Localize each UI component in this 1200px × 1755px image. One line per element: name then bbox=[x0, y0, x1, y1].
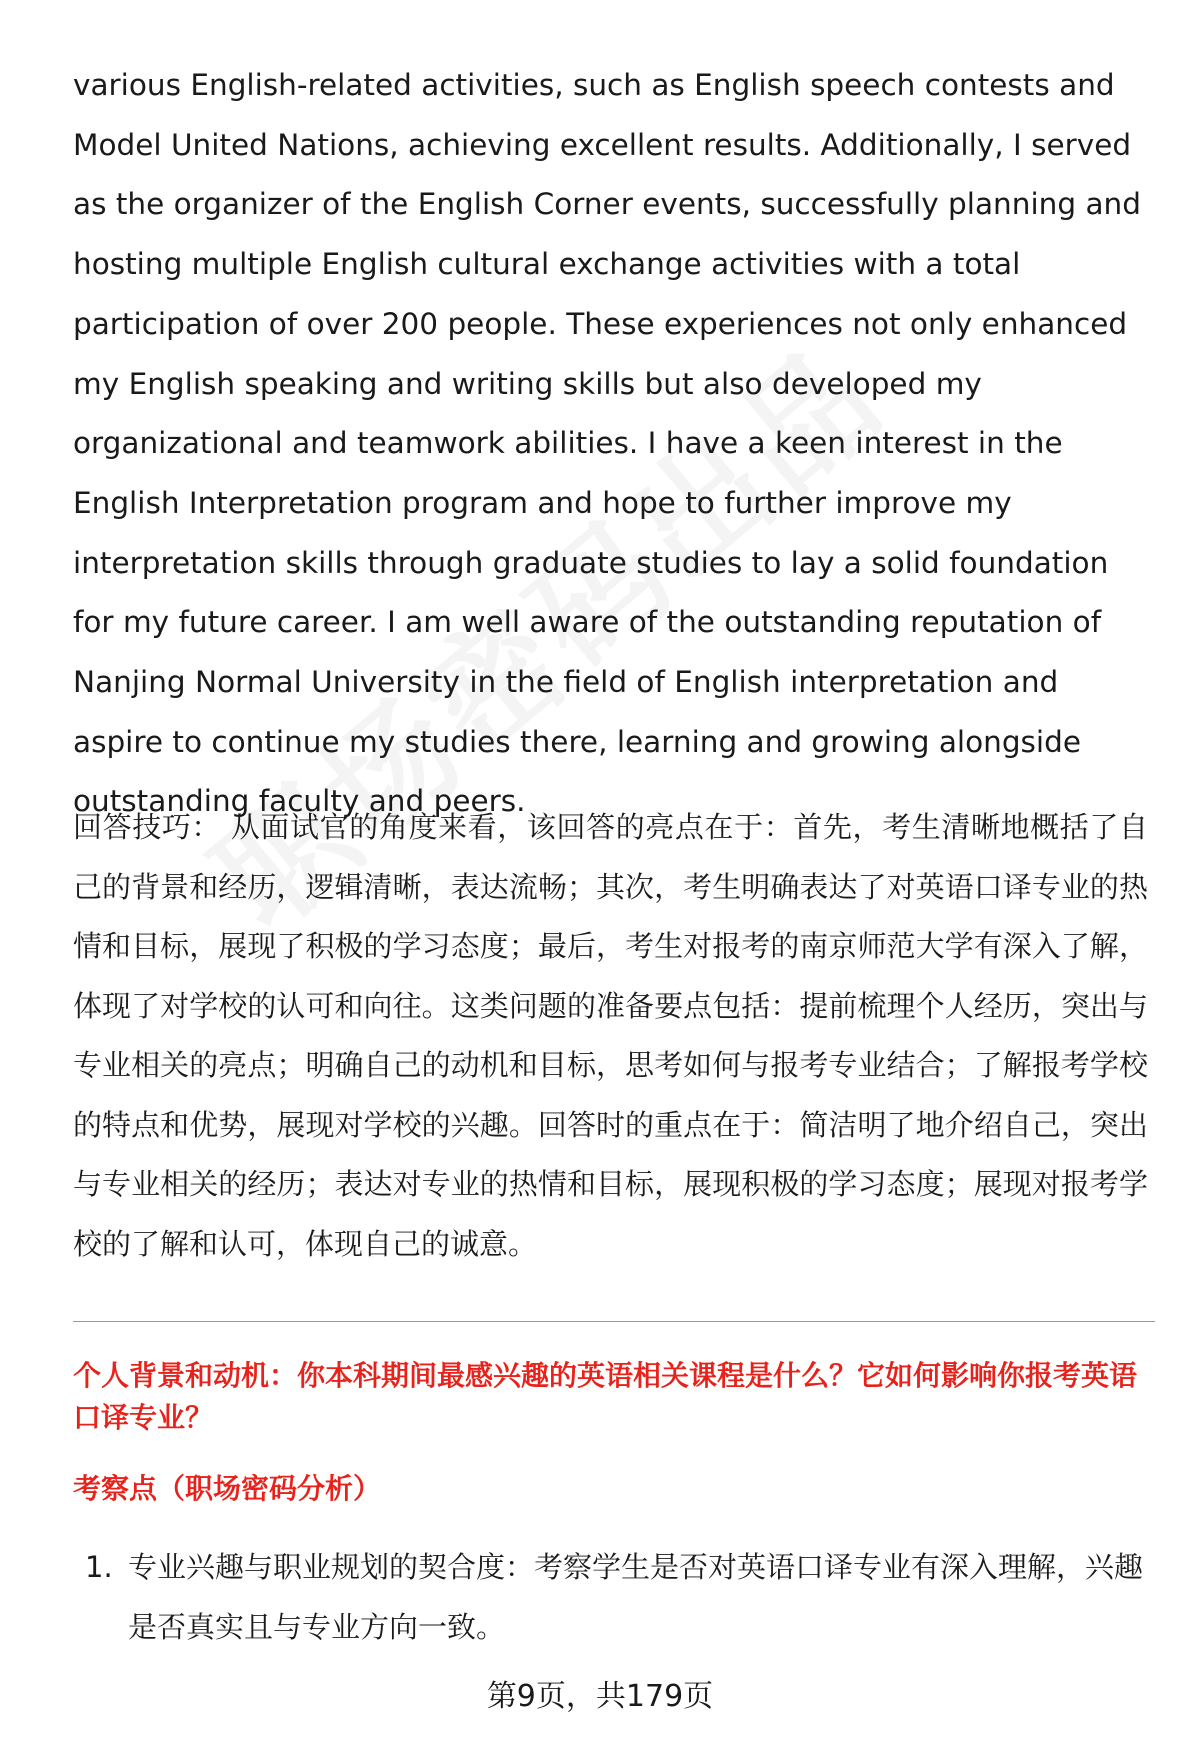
assessment-points-heading: 考察点（职场密码分析） bbox=[73, 1472, 382, 1505]
assessment-points-list bbox=[73, 1537, 1153, 1657]
list-item bbox=[73, 1537, 1153, 1657]
question-heading: 个人背景和动机：你本科期间最感兴趣的英语相关课程是什么？它如何影响你报考英语口译专业？ bbox=[73, 1359, 1138, 1434]
list-item-number: 1. bbox=[85, 1550, 113, 1584]
answer-english-paragraph: various English-related activities, such as English speech contests and Model United Nations, achieving excellent results. Additionally, I served as the organizer of the English Corner events, successfully planning and hosting multiple English cultural exchange activities with a total participation of over 200 people. These experiences not only enhanced my English speaking and writing skills but also developed my organizational and teamwork abilities. I have a keen interest in the English Interpretation program and hope to further improve my interpretation skills through graduate studies to lay a solid foundation for my future career. I am well aware of the outstanding reputation of Nanjing Normal University in the field of English interpretation and aspire to continue my studies there, learning and growing alongside outstanding faculty and peers. bbox=[73, 68, 1141, 819]
section-divider bbox=[73, 1321, 1155, 1322]
page-number-footer: 第9页，共179页 bbox=[486, 1679, 714, 1714]
list-item-text: 专业兴趣与职业规划的契合度：考察学生是否对英语口译专业有深入理解，兴趣是否真实且与专业方向一致。 bbox=[128, 1550, 1144, 1644]
answer-tips-paragraph: 回答技巧： 从面试官的角度来看，该回答的亮点在于：首先，考生清晰地概括了自己的背景和经历，逻辑清晰，表达流畅；其次，考生明确表达了对英语口译专业的热情和目标，展现了积极的学习态度；最后，考生对报考的南京师范大学有深入了解，体现了对学校的认可和向往。这类问题的准备要点包括：提前梳理个人经历，突出与专业相关的亮点；明确自己的动机和目标，思考如何与报考专业结合；了解报考学校的特点和优势，展现对学校的兴趣。回答时的重点在于：简洁明了地介绍自己，突出与专业相关的经历；表达对专业的热情和目标，展现积极的学习态度；展现对报考学校的了解和认可，体现自己的诚意。 bbox=[73, 810, 1148, 1261]
